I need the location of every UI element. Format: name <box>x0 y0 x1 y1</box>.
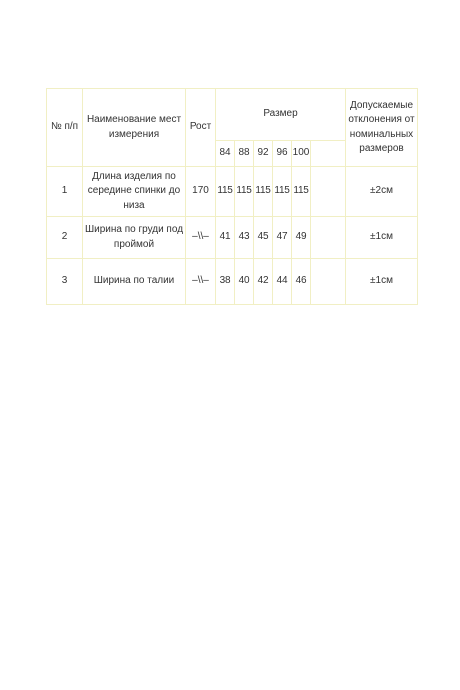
row-place: Ширина по груди под проймой <box>83 217 186 259</box>
row-tolerance: ±1см <box>346 217 418 259</box>
header-size: Размер <box>216 89 346 141</box>
row-value: 115 <box>292 167 311 217</box>
row-number: 2 <box>47 217 83 259</box>
row-height: 170 <box>186 167 216 217</box>
row-height: –\\– <box>186 259 216 305</box>
row-empty <box>311 217 346 259</box>
table-row <box>47 167 418 217</box>
size-96: 96 <box>273 141 292 167</box>
row-value: 45 <box>254 217 273 259</box>
row-value: 41 <box>216 217 235 259</box>
row-empty <box>311 167 346 217</box>
header-place: Наименование мест измерения <box>83 89 186 167</box>
row-number: 3 <box>47 259 83 305</box>
row-place: Длина изделия по середине спинки до низа <box>83 167 186 217</box>
row-value: 49 <box>292 217 311 259</box>
size-88: 88 <box>235 141 254 167</box>
row-tolerance: ±1см <box>346 259 418 305</box>
row-value: 115 <box>216 167 235 217</box>
row-number: 1 <box>47 167 83 217</box>
row-height: –\\– <box>186 217 216 259</box>
row-value: 115 <box>273 167 292 217</box>
header-number: № п/п <box>47 89 83 167</box>
row-place: Ширина по талии <box>83 259 186 305</box>
size-84: 84 <box>216 141 235 167</box>
row-value: 38 <box>216 259 235 305</box>
size-92: 92 <box>254 141 273 167</box>
header-height: Рост <box>186 89 216 167</box>
size-100: 100 <box>292 141 311 167</box>
header-tolerance: Допускаемые отклонения от номинальных размеров <box>346 89 418 167</box>
table-row <box>47 217 418 259</box>
measurement-table <box>46 88 418 305</box>
row-empty <box>311 259 346 305</box>
row-value: 44 <box>273 259 292 305</box>
row-value: 46 <box>292 259 311 305</box>
size-empty <box>311 141 346 167</box>
row-value: 115 <box>235 167 254 217</box>
row-value: 47 <box>273 217 292 259</box>
row-value: 115 <box>254 167 273 217</box>
row-value: 43 <box>235 217 254 259</box>
row-value: 42 <box>254 259 273 305</box>
row-value: 40 <box>235 259 254 305</box>
table-row <box>47 259 418 305</box>
row-tolerance: ±2см <box>346 167 418 217</box>
